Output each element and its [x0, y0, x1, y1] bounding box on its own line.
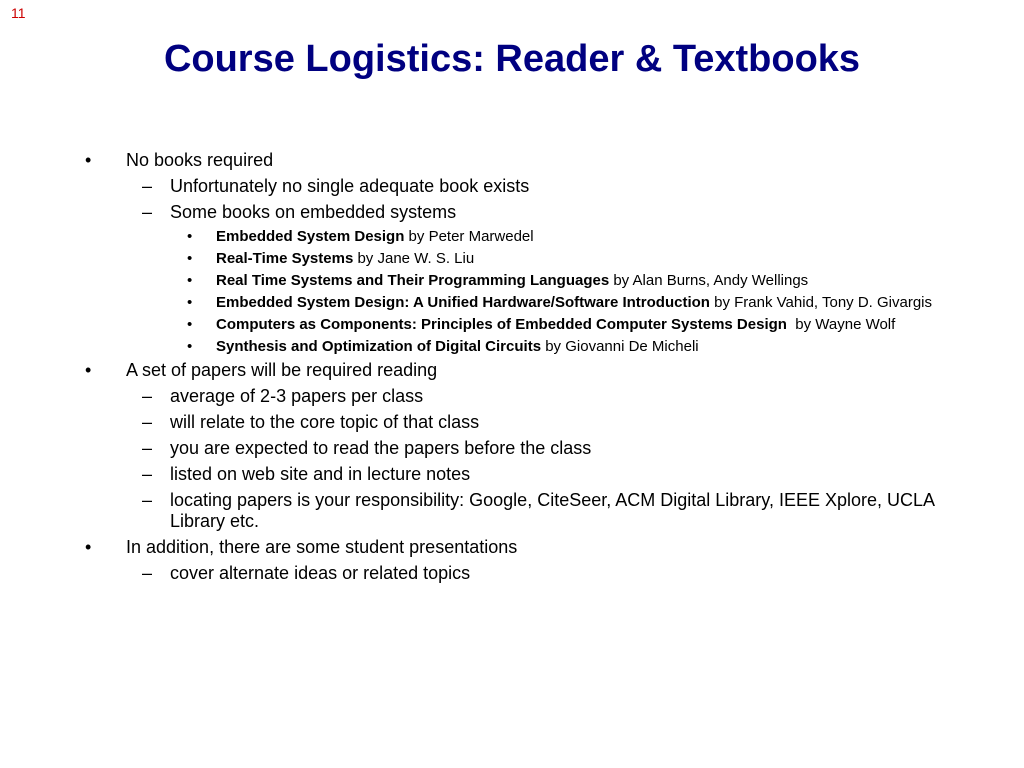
book-item	[85, 228, 964, 246]
bullet-marker: •	[187, 316, 193, 333]
dash-marker: –	[142, 490, 153, 510]
book-author: by Jane W. S. Liu	[353, 250, 475, 267]
sub-item-text: locating papers is your responsibility: Google, CiteSeer, ACM Digital Library, IEEE Xplore, UCLA Library etc.	[170, 490, 935, 531]
book-item	[85, 272, 964, 290]
sub-item	[85, 563, 985, 584]
bullet-marker: •	[187, 250, 193, 267]
sub-item-text: Unfortunately no single adequate book exists	[170, 176, 530, 196]
dash-marker: –	[142, 202, 153, 222]
sub-item-text: listed on web site and in lecture notes	[170, 464, 471, 484]
sub-item	[85, 438, 985, 459]
sub-item-text: you are expected to read the papers before the class	[170, 438, 592, 458]
book-item	[85, 338, 964, 356]
book-title: Real-Time Systems	[216, 250, 354, 267]
sub-item	[85, 386, 985, 407]
sub-item-text: Some books on embedded systems	[170, 202, 457, 222]
bullet-marker: •	[187, 338, 193, 355]
bullet-item	[85, 537, 985, 558]
sub-item-text: average of 2-3 papers per class	[170, 386, 424, 406]
bullet-marker: •	[85, 537, 92, 557]
dash-marker: –	[142, 386, 153, 406]
sub-item	[85, 464, 985, 485]
dash-marker: –	[142, 176, 153, 196]
sub-item	[85, 202, 985, 223]
book-title: Embedded System Design: A Unified Hardware/Software Introduction	[216, 294, 710, 311]
bullet-marker: •	[187, 228, 193, 245]
book-item	[85, 250, 964, 268]
bullet-text: No books required	[126, 150, 274, 170]
book-item	[85, 316, 964, 334]
book-author: by Frank Vahid, Tony D. Givargis	[709, 294, 933, 311]
book-title: Real Time Systems and Their Programming Languages	[216, 272, 610, 289]
bullet-item	[85, 150, 985, 171]
dash-marker: –	[142, 438, 153, 458]
book-item	[85, 294, 964, 312]
book-author: by Alan Burns, Andy Wellings	[609, 272, 809, 289]
sub-item	[85, 490, 970, 532]
bullet-item	[85, 360, 985, 381]
book-author: by Peter Marwedel	[404, 228, 534, 245]
sub-item-text: cover alternate ideas or related topics	[170, 563, 471, 583]
sub-item	[85, 176, 985, 197]
slide-content	[85, 150, 985, 589]
dash-marker: –	[142, 464, 153, 484]
bullet-marker: •	[187, 272, 193, 289]
bullet-text: In addition, there are some student presentations	[126, 537, 518, 557]
bullet-marker: •	[85, 360, 92, 380]
slide-number: 11	[11, 5, 26, 21]
slide-title: Course Logistics: Reader & Textbooks	[163, 38, 861, 80]
book-author: by Giovanni De Micheli	[541, 338, 699, 355]
bullet-marker: •	[85, 150, 92, 170]
book-title: Embedded System Design	[216, 228, 405, 245]
sub-item	[85, 412, 985, 433]
dash-marker: –	[142, 563, 153, 583]
book-author: by Wayne Wolf	[786, 316, 896, 333]
bullet-marker: •	[187, 294, 193, 311]
dash-marker: –	[142, 412, 153, 432]
book-title: Synthesis and Optimization of Digital Circuits	[216, 338, 542, 355]
book-title: Computers as Components: Principles of Embedded Computer Systems Design	[216, 316, 787, 333]
bullet-text: A set of papers will be required reading	[126, 360, 438, 380]
sub-item-text: will relate to the core topic of that class	[170, 412, 480, 432]
